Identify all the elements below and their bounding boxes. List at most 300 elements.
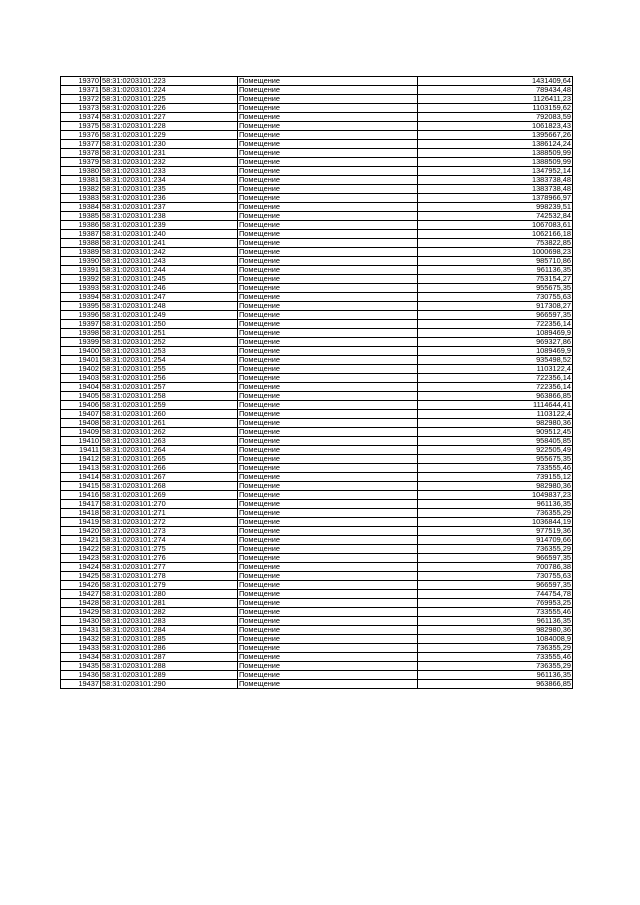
cadastral-value-cell: 1103159,62: [418, 104, 573, 113]
object-type-cell: Помещение: [238, 617, 418, 626]
object-type-cell: Помещение: [238, 365, 418, 374]
object-type-cell: Помещение: [238, 329, 418, 338]
object-type-cell: Помещение: [238, 626, 418, 635]
row-number-cell: 19408: [61, 419, 101, 428]
cadastral-value-cell: 744754,78: [418, 590, 573, 599]
cadastral-number-cell: 58:31:0203101:285: [101, 635, 238, 644]
cadastral-number-cell: 58:31:0203101:239: [101, 221, 238, 230]
object-type-cell: Помещение: [238, 536, 418, 545]
row-number-cell: 19431: [61, 626, 101, 635]
cadastral-number-cell: 58:31:0203101:225: [101, 95, 238, 104]
object-type-cell: Помещение: [238, 176, 418, 185]
cadastral-number-cell: 58:31:0203101:244: [101, 266, 238, 275]
cadastral-number-cell: 58:31:0203101:288: [101, 662, 238, 671]
cadastral-value-cell: 1114644,41: [418, 401, 573, 410]
object-type-cell: Помещение: [238, 320, 418, 329]
object-type-cell: Помещение: [238, 167, 418, 176]
cadastral-number-cell: 58:31:0203101:270: [101, 500, 238, 509]
cadastral-number-cell: 58:31:0203101:234: [101, 176, 238, 185]
object-type-cell: Помещение: [238, 158, 418, 167]
table-row: [61, 671, 573, 680]
row-number-cell: 19429: [61, 608, 101, 617]
row-number-cell: 19407: [61, 410, 101, 419]
cadastral-number-cell: 58:31:0203101:248: [101, 302, 238, 311]
cadastral-number-cell: 58:31:0203101:228: [101, 122, 238, 131]
cadastral-number-cell: 58:31:0203101:271: [101, 509, 238, 518]
cadastral-value-cell: 1089469,9: [418, 347, 573, 356]
row-number-cell: 19416: [61, 491, 101, 500]
row-number-cell: 19383: [61, 194, 101, 203]
cadastral-number-cell: 58:31:0203101:223: [101, 77, 238, 86]
cadastral-value-cell: 1067083,61: [418, 221, 573, 230]
cadastral-value-cell: 985710,86: [418, 257, 573, 266]
table-row: [61, 356, 573, 365]
row-number-cell: 19433: [61, 644, 101, 653]
row-number-cell: 19385: [61, 212, 101, 221]
table-row: [61, 590, 573, 599]
cadastral-value-cell: 753154,27: [418, 275, 573, 284]
object-type-cell: Помещение: [238, 302, 418, 311]
row-number-cell: 19435: [61, 662, 101, 671]
cadastral-value-cell: 736355,29: [418, 662, 573, 671]
cadastral-value-cell: 1378966,97: [418, 194, 573, 203]
table-row: [61, 437, 573, 446]
cadastral-value-cell: 955675,35: [418, 455, 573, 464]
object-type-cell: Помещение: [238, 419, 418, 428]
object-type-cell: Помещение: [238, 491, 418, 500]
cadastral-number-cell: 58:31:0203101:275: [101, 545, 238, 554]
table-row: [61, 563, 573, 572]
cadastral-value-cell: 998239,51: [418, 203, 573, 212]
cadastral-value-cell: 969327,86: [418, 338, 573, 347]
row-number-cell: 19391: [61, 266, 101, 275]
row-number-cell: 19424: [61, 563, 101, 572]
row-number-cell: 19379: [61, 158, 101, 167]
row-number-cell: 19421: [61, 536, 101, 545]
row-number-cell: 19425: [61, 572, 101, 581]
object-type-cell: Помещение: [238, 275, 418, 284]
table-row: [61, 635, 573, 644]
row-number-cell: 19396: [61, 311, 101, 320]
object-type-cell: Помещение: [238, 680, 418, 689]
table-row: [61, 500, 573, 509]
table-row: [61, 347, 573, 356]
cadastral-value-cell: 733555,46: [418, 608, 573, 617]
cadastral-number-cell: 58:31:0203101:237: [101, 203, 238, 212]
table-row: [61, 554, 573, 563]
table-row: [61, 248, 573, 257]
object-type-cell: Помещение: [238, 644, 418, 653]
table-row: [61, 428, 573, 437]
cadastral-value-cell: 982980,36: [418, 482, 573, 491]
object-type-cell: Помещение: [238, 662, 418, 671]
table-row: [61, 410, 573, 419]
table-row: [61, 122, 573, 131]
cadastral-value-cell: 966597,35: [418, 554, 573, 563]
row-number-cell: 19432: [61, 635, 101, 644]
cadastral-number-cell: 58:31:0203101:290: [101, 680, 238, 689]
table-row: [61, 473, 573, 482]
cadastral-value-cell: 966597,35: [418, 581, 573, 590]
row-number-cell: 19428: [61, 599, 101, 608]
object-type-cell: Помещение: [238, 401, 418, 410]
cadastral-value-table: [60, 76, 573, 689]
cadastral-value-cell: 963866,85: [418, 392, 573, 401]
table-row: [61, 167, 573, 176]
object-type-cell: Помещение: [238, 203, 418, 212]
cadastral-number-cell: 58:31:0203101:232: [101, 158, 238, 167]
row-number-cell: 19437: [61, 680, 101, 689]
object-type-cell: Помещение: [238, 500, 418, 509]
row-number-cell: 19434: [61, 653, 101, 662]
row-number-cell: 19430: [61, 617, 101, 626]
cadastral-value-cell: 730755,63: [418, 572, 573, 581]
cadastral-number-cell: 58:31:0203101:250: [101, 320, 238, 329]
cadastral-value-cell: 961136,35: [418, 671, 573, 680]
table-row: [61, 455, 573, 464]
cadastral-value-cell: 909512,45: [418, 428, 573, 437]
table-row: [61, 644, 573, 653]
table-row: [61, 302, 573, 311]
table-row: [61, 284, 573, 293]
cadastral-number-cell: 58:31:0203101:226: [101, 104, 238, 113]
cadastral-number-cell: 58:31:0203101:265: [101, 455, 238, 464]
object-type-cell: Помещение: [238, 266, 418, 275]
row-number-cell: 19427: [61, 590, 101, 599]
cadastral-number-cell: 58:31:0203101:229: [101, 131, 238, 140]
object-type-cell: Помещение: [238, 653, 418, 662]
cadastral-number-cell: 58:31:0203101:282: [101, 608, 238, 617]
object-type-cell: Помещение: [238, 77, 418, 86]
row-number-cell: 19410: [61, 437, 101, 446]
row-number-cell: 19395: [61, 302, 101, 311]
cadastral-number-cell: 58:31:0203101:289: [101, 671, 238, 680]
cadastral-value-cell: 1103122,4: [418, 365, 573, 374]
table-row: [61, 401, 573, 410]
table-row: [61, 104, 573, 113]
cadastral-value-cell: 722356,14: [418, 320, 573, 329]
cadastral-value-cell: 1126411,23: [418, 95, 573, 104]
row-number-cell: 19384: [61, 203, 101, 212]
cadastral-number-cell: 58:31:0203101:287: [101, 653, 238, 662]
cadastral-value-cell: 733555,46: [418, 653, 573, 662]
row-number-cell: 19399: [61, 338, 101, 347]
row-number-cell: 19387: [61, 230, 101, 239]
row-number-cell: 19419: [61, 518, 101, 527]
row-number-cell: 19386: [61, 221, 101, 230]
cadastral-value-cell: 966597,35: [418, 311, 573, 320]
object-type-cell: Помещение: [238, 347, 418, 356]
cadastral-value-cell: 914709,66: [418, 536, 573, 545]
table-row: [61, 203, 573, 212]
cadastral-value-cell: 733555,46: [418, 464, 573, 473]
object-type-cell: Помещение: [238, 185, 418, 194]
cadastral-value-cell: 1000698,23: [418, 248, 573, 257]
cadastral-value-cell: 1049837,23: [418, 491, 573, 500]
row-number-cell: 19415: [61, 482, 101, 491]
cadastral-number-cell: 58:31:0203101:262: [101, 428, 238, 437]
object-type-cell: Помещение: [238, 410, 418, 419]
object-type-cell: Помещение: [238, 554, 418, 563]
table-row: [61, 374, 573, 383]
object-type-cell: Помещение: [238, 545, 418, 554]
cadastral-number-cell: 58:31:0203101:235: [101, 185, 238, 194]
cadastral-value-cell: 742532,84: [418, 212, 573, 221]
object-type-cell: Помещение: [238, 113, 418, 122]
cadastral-number-cell: 58:31:0203101:254: [101, 356, 238, 365]
cadastral-value-cell: 1383738,48: [418, 185, 573, 194]
table-row: [61, 527, 573, 536]
cadastral-number-cell: 58:31:0203101:249: [101, 311, 238, 320]
object-type-cell: Помещение: [238, 446, 418, 455]
table-row: [61, 392, 573, 401]
cadastral-value-cell: 722356,14: [418, 383, 573, 392]
cadastral-number-cell: 58:31:0203101:272: [101, 518, 238, 527]
table-body: [61, 77, 573, 689]
object-type-cell: Помещение: [238, 140, 418, 149]
cadastral-number-cell: 58:31:0203101:246: [101, 284, 238, 293]
row-number-cell: 19380: [61, 167, 101, 176]
cadastral-number-cell: 58:31:0203101:236: [101, 194, 238, 203]
cadastral-value-cell: 1347952,14: [418, 167, 573, 176]
cadastral-value-cell: 917308,27: [418, 302, 573, 311]
table-row: [61, 581, 573, 590]
row-number-cell: 19414: [61, 473, 101, 482]
object-type-cell: Помещение: [238, 563, 418, 572]
cadastral-number-cell: 58:31:0203101:241: [101, 239, 238, 248]
cadastral-value-cell: 955675,35: [418, 284, 573, 293]
table-row: [61, 77, 573, 86]
table-row: [61, 536, 573, 545]
cadastral-number-cell: 58:31:0203101:260: [101, 410, 238, 419]
cadastral-number-cell: 58:31:0203101:253: [101, 347, 238, 356]
object-type-cell: Помещение: [238, 356, 418, 365]
row-number-cell: 19400: [61, 347, 101, 356]
row-number-cell: 19373: [61, 104, 101, 113]
table-row: [61, 95, 573, 104]
cadastral-value-cell: 982980,36: [418, 419, 573, 428]
row-number-cell: 19394: [61, 293, 101, 302]
row-number-cell: 19422: [61, 545, 101, 554]
row-number-cell: 19401: [61, 356, 101, 365]
table-row: [61, 221, 573, 230]
row-number-cell: 19409: [61, 428, 101, 437]
object-type-cell: Помещение: [238, 572, 418, 581]
cadastral-value-cell: 722356,14: [418, 374, 573, 383]
cadastral-number-cell: 58:31:0203101:263: [101, 437, 238, 446]
object-type-cell: Помещение: [238, 383, 418, 392]
cadastral-number-cell: 58:31:0203101:261: [101, 419, 238, 428]
row-number-cell: 19370: [61, 77, 101, 86]
table-row: [61, 212, 573, 221]
cadastral-value-cell: 963866,85: [418, 680, 573, 689]
table-row: [61, 464, 573, 473]
row-number-cell: 19390: [61, 257, 101, 266]
object-type-cell: Помещение: [238, 392, 418, 401]
cadastral-value-cell: 769953,25: [418, 599, 573, 608]
row-number-cell: 19418: [61, 509, 101, 518]
row-number-cell: 19404: [61, 383, 101, 392]
object-type-cell: Помещение: [238, 599, 418, 608]
row-number-cell: 19371: [61, 86, 101, 95]
cadastral-value-cell: 958405,85: [418, 437, 573, 446]
row-number-cell: 19372: [61, 95, 101, 104]
cadastral-number-cell: 58:31:0203101:269: [101, 491, 238, 500]
cadastral-value-cell: 935498,52: [418, 356, 573, 365]
table-row: [61, 491, 573, 500]
table-row: [61, 311, 573, 320]
row-number-cell: 19423: [61, 554, 101, 563]
cadastral-number-cell: 58:31:0203101:242: [101, 248, 238, 257]
table-row: [61, 176, 573, 185]
object-type-cell: Помещение: [238, 428, 418, 437]
cadastral-number-cell: 58:31:0203101:251: [101, 329, 238, 338]
cadastral-value-cell: 736355,29: [418, 509, 573, 518]
cadastral-number-cell: 58:31:0203101:277: [101, 563, 238, 572]
cadastral-number-cell: 58:31:0203101:278: [101, 572, 238, 581]
table-row: [61, 680, 573, 689]
object-type-cell: Помещение: [238, 608, 418, 617]
cadastral-number-cell: 58:31:0203101:274: [101, 536, 238, 545]
cadastral-value-cell: 1383738,48: [418, 176, 573, 185]
cadastral-number-cell: 58:31:0203101:259: [101, 401, 238, 410]
cadastral-number-cell: 58:31:0203101:258: [101, 392, 238, 401]
row-number-cell: 19377: [61, 140, 101, 149]
cadastral-number-cell: 58:31:0203101:286: [101, 644, 238, 653]
table-row: [61, 140, 573, 149]
object-type-cell: Помещение: [238, 464, 418, 473]
row-number-cell: 19375: [61, 122, 101, 131]
cadastral-value-cell: 739155,12: [418, 473, 573, 482]
table-row: [61, 239, 573, 248]
cadastral-number-cell: 58:31:0203101:273: [101, 527, 238, 536]
table-row: [61, 266, 573, 275]
cadastral-value-cell: 961136,35: [418, 266, 573, 275]
table-row: [61, 131, 573, 140]
table-row: [61, 86, 573, 95]
cadastral-value-cell: 736355,29: [418, 545, 573, 554]
cadastral-value-cell: 961136,35: [418, 500, 573, 509]
cadastral-value-cell: 1062166,18: [418, 230, 573, 239]
object-type-cell: Помещение: [238, 122, 418, 131]
object-type-cell: Помещение: [238, 311, 418, 320]
cadastral-value-cell: 736355,29: [418, 644, 573, 653]
table-row: [61, 320, 573, 329]
cadastral-number-cell: 58:31:0203101:245: [101, 275, 238, 284]
cadastral-number-cell: 58:31:0203101:224: [101, 86, 238, 95]
row-number-cell: 19412: [61, 455, 101, 464]
cadastral-value-cell: 977519,36: [418, 527, 573, 536]
table-row: [61, 230, 573, 239]
cadastral-number-cell: 58:31:0203101:243: [101, 257, 238, 266]
cadastral-number-cell: 58:31:0203101:279: [101, 581, 238, 590]
cadastral-value-cell: 753822,85: [418, 239, 573, 248]
object-type-cell: Помещение: [238, 257, 418, 266]
table-row: [61, 194, 573, 203]
object-type-cell: Помещение: [238, 671, 418, 680]
table-row: [61, 293, 573, 302]
cadastral-number-cell: 58:31:0203101:255: [101, 365, 238, 374]
cadastral-number-cell: 58:31:0203101:230: [101, 140, 238, 149]
cadastral-number-cell: 58:31:0203101:240: [101, 230, 238, 239]
table-row: [61, 509, 573, 518]
row-number-cell: 19420: [61, 527, 101, 536]
row-number-cell: 19393: [61, 284, 101, 293]
row-number-cell: 19405: [61, 392, 101, 401]
table-row: [61, 572, 573, 581]
row-number-cell: 19392: [61, 275, 101, 284]
table-row: [61, 482, 573, 491]
table-row: [61, 149, 573, 158]
cadastral-number-cell: 58:31:0203101:283: [101, 617, 238, 626]
row-number-cell: 19406: [61, 401, 101, 410]
cadastral-number-cell: 58:31:0203101:252: [101, 338, 238, 347]
cadastral-number-cell: 58:31:0203101:267: [101, 473, 238, 482]
object-type-cell: Помещение: [238, 239, 418, 248]
object-type-cell: Помещение: [238, 248, 418, 257]
object-type-cell: Помещение: [238, 473, 418, 482]
table-row: [61, 653, 573, 662]
cadastral-value-cell: 922505,49: [418, 446, 573, 455]
cadastral-value-cell: 789434,48: [418, 86, 573, 95]
table-row: [61, 383, 573, 392]
cadastral-value-cell: 730755,63: [418, 293, 573, 302]
table-row: [61, 275, 573, 284]
cadastral-number-cell: 58:31:0203101:276: [101, 554, 238, 563]
row-number-cell: 19411: [61, 446, 101, 455]
row-number-cell: 19426: [61, 581, 101, 590]
object-type-cell: Помещение: [238, 104, 418, 113]
cadastral-number-cell: 58:31:0203101:227: [101, 113, 238, 122]
row-number-cell: 19388: [61, 239, 101, 248]
cadastral-value-cell: 1103122,4: [418, 410, 573, 419]
cadastral-number-cell: 58:31:0203101:264: [101, 446, 238, 455]
object-type-cell: Помещение: [238, 455, 418, 464]
cadastral-value-cell: 1036844,19: [418, 518, 573, 527]
table-row: [61, 158, 573, 167]
row-number-cell: 19402: [61, 365, 101, 374]
table-row: [61, 329, 573, 338]
row-number-cell: 19413: [61, 464, 101, 473]
object-type-cell: Помещение: [238, 221, 418, 230]
cadastral-number-cell: 58:31:0203101:256: [101, 374, 238, 383]
row-number-cell: 19436: [61, 671, 101, 680]
cadastral-number-cell: 58:31:0203101:280: [101, 590, 238, 599]
table-row: [61, 617, 573, 626]
cadastral-value-cell: 700786,38: [418, 563, 573, 572]
cadastral-value-cell: 982980,36: [418, 626, 573, 635]
cadastral-value-cell: 1395667,26: [418, 131, 573, 140]
object-type-cell: Помещение: [238, 527, 418, 536]
object-type-cell: Помещение: [238, 518, 418, 527]
row-number-cell: 19378: [61, 149, 101, 158]
table-row: [61, 626, 573, 635]
row-number-cell: 19381: [61, 176, 101, 185]
object-type-cell: Помещение: [238, 635, 418, 644]
object-type-cell: Помещение: [238, 212, 418, 221]
cadastral-number-cell: 58:31:0203101:247: [101, 293, 238, 302]
cadastral-number-cell: 58:31:0203101:231: [101, 149, 238, 158]
cadastral-value-cell: 1089469,9: [418, 329, 573, 338]
cadastral-value-cell: 1431409,64: [418, 77, 573, 86]
object-type-cell: Помещение: [238, 293, 418, 302]
table-row: [61, 662, 573, 671]
object-type-cell: Помещение: [238, 374, 418, 383]
row-number-cell: 19374: [61, 113, 101, 122]
cadastral-value-cell: 1061823,43: [418, 122, 573, 131]
object-type-cell: Помещение: [238, 338, 418, 347]
cadastral-number-cell: 58:31:0203101:257: [101, 383, 238, 392]
